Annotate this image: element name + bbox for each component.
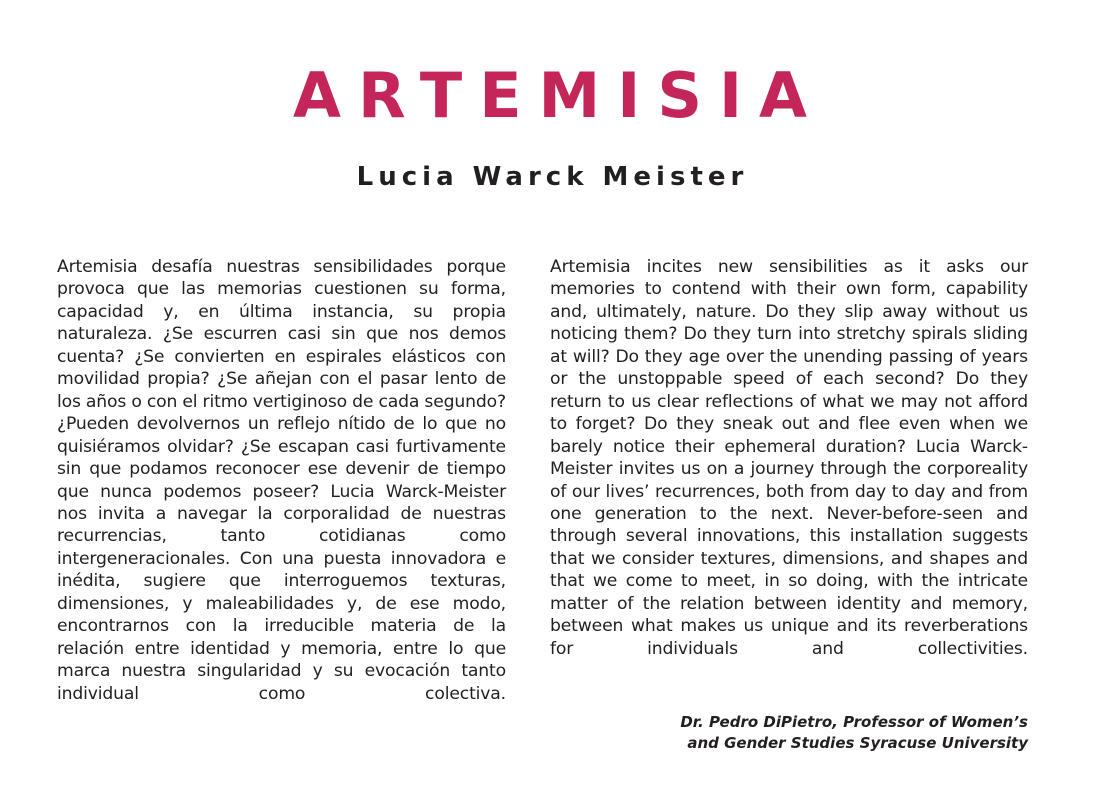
credit-line-1: Dr. Pedro DiPietro, Professor of Women’s xyxy=(680,713,1028,731)
author-name: Lucia Warck Meister xyxy=(356,162,749,192)
page-title: ARTEMISIA xyxy=(292,59,825,132)
spanish-text-column: Artemisia desafía nuestras sensibilidades porque provoca que las memorias cuestionen su forma, capacidad y, en última instancia, su propia naturaleza. ¿Se escurren casi sin que nos demos cuenta? ¿Se convierten en espirales elásticos con movilidad propia? ¿Se añejan con el pasar lento de los años o con el ritmo vertiginoso de cada segundo? ¿Pueden devolvernos un reflejo nítido de lo que no quisiéramos olvidar? ¿Se escapan casi furtivamente sin que podamos reconocer ese devenir de tiempo que nunca podemos poseer? Lucia Warck-Meister nos invita a navegar la corporalidad de nuestras recurrencias, tanto cotidianas como intergeneracionales. Con una puesta innovadora e inédita, sugiere que interroguemos texturas, dimensiones, y maleabilidades y, de ese modo, encontrarnos con la irreducible materia de la relación entre identidad y memoria, entre lo que marca nuestra singularidad y su evocación tanto individual como colectiva. xyxy=(57,257,506,704)
english-text-column: Artemisia incites new sensibilities as it asks our memories to contend with their own form, capability and, ultimately, nature. Do they slip away without us noticing them? Do they turn into stretchy spirals sliding at will? Do they age over the unending passing of years or the unstoppable speed of each second? Do they return to us clear reflections of what we may not afford to forget? Do they sneak out and flee even when we barely notice their ephemeral duration? Lucia Warck-Meister invites us on a journey through the corporeality of our lives’ recurrences, both from day to day and from one generation to the next. Never-before-seen and through several innovations, this installation suggests that we consider textures, dimensions, and shapes and that we come to meet, in so doing, with the intricate matter of the relation between identity and memory, between what makes us unique and its reverberations for individuals and collectivities. xyxy=(550,257,1028,659)
credit-line-2: and Gender Studies Syracuse University xyxy=(687,734,1028,752)
author-credit xyxy=(680,712,1028,754)
